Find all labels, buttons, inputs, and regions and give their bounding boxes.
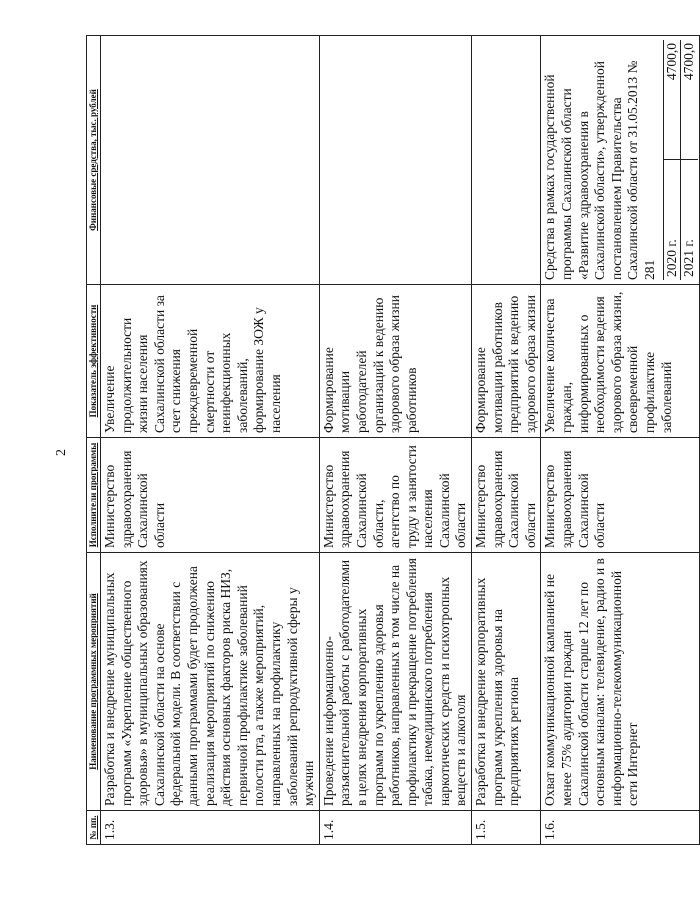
table-row: [319, 36, 471, 845]
header-num: № пп.: [87, 811, 101, 845]
row-executor: Министерство здравоохранения Сахалинской области: [541, 438, 699, 553]
header-executor: Исполнители программы: [87, 438, 101, 553]
row-finance: [101, 36, 320, 285]
finance-year-row: [663, 40, 681, 280]
row-name: Проведение информационно-разъяснительной работы с работодателями в целях внедрения корпоративных программ по укреплению здоровья работников, направленных в том числе на профилактику и прекращение потребления табака, немедицинского потребления наркотических средств и психотропных веществ и алкоголя: [319, 553, 471, 811]
row-effect: Увеличение продолжительности жизни населения Сахалинской области за счет снижения преждевременной смертности от неинфекционных заболеваний, формирование ЗОЖ у населения: [101, 285, 320, 438]
row-num: 1.5.: [472, 811, 541, 845]
row-name: Охват коммуникационной кампанией не менее 75% аудитории граждан Сахалинской области старше 12 лет по основным каналам: телевидение, радио и в информационно-телекоммуникационной сети Интернет: [541, 553, 699, 811]
row-finance: Средства в рамках государственной программы Сахалинской области «Развитие здравоохранения в Сахалинской области», утвержденной постановлением Правительства Сахалинской области от 31.05.2013 № 281: [542, 60, 657, 280]
header-name: Наименование программных мероприятий: [87, 553, 101, 811]
row-finance: [319, 36, 471, 285]
row-effect: Формирование мотивации работодателей организаций к ведению здорового образа жизни работников: [319, 285, 471, 438]
row-name: Разработка и внедрение корпоративных программ укрепления здоровья на предприятиях региона: [472, 553, 541, 811]
row-effect: Формирование мотивации работников предприятий к ведению здорового образа жизни: [472, 285, 541, 438]
finance-amount: 4700,0: [681, 40, 698, 161]
row-name: Разработка и внедрение муниципальных программ «Укрепление общественного здоровья» в муниципальных образованиях Сахалинской области на основе федеральной модели. В соответствии с данными программами будет продолжена реализация мероприятий по снижению действия основных факторов риска НИЗ, первичной профилактике заболеваний полости рта, а также мероприятий, направленных на профилактику заболеваний репродуктивной сферы у мужчин: [101, 553, 320, 811]
finance-year: 2020 г.: [663, 239, 679, 277]
finance-amount: 4700,0: [664, 40, 681, 161]
finance-year-row: [680, 40, 698, 280]
program-activities-table: [86, 35, 700, 845]
header-finance: Финансовые средства, тыс. рублей: [87, 36, 101, 285]
header-effect: Показатель эффективности: [87, 285, 101, 438]
row-num: 1.3.: [101, 811, 320, 845]
finance-year: 2021 г.: [681, 239, 697, 277]
row-executor: Министерство здравоохранения Сахалинской области: [101, 438, 320, 553]
table-row: [541, 36, 699, 845]
finance-years: [663, 40, 698, 280]
row-num: 1.4.: [319, 811, 471, 845]
row-effect: Увеличение количества граждан, информированных о необходимости ведения здорового образа жизни, своевременной профилактике заболеваний: [541, 285, 699, 438]
row-executor: Министерство здравоохранения Сахалинской области, агентство по труду и занятости населения Сахалинской области: [319, 438, 471, 553]
table-row: [472, 36, 541, 845]
row-executor: Министерство здравоохранения Сахалинской области: [472, 438, 541, 553]
table-header-row: [87, 36, 101, 845]
page-number: 2: [54, 449, 69, 456]
row-num: 1.6.: [541, 811, 699, 845]
row-finance: [472, 36, 541, 285]
row-finance-cell: [541, 36, 699, 285]
table-row: [101, 36, 320, 845]
